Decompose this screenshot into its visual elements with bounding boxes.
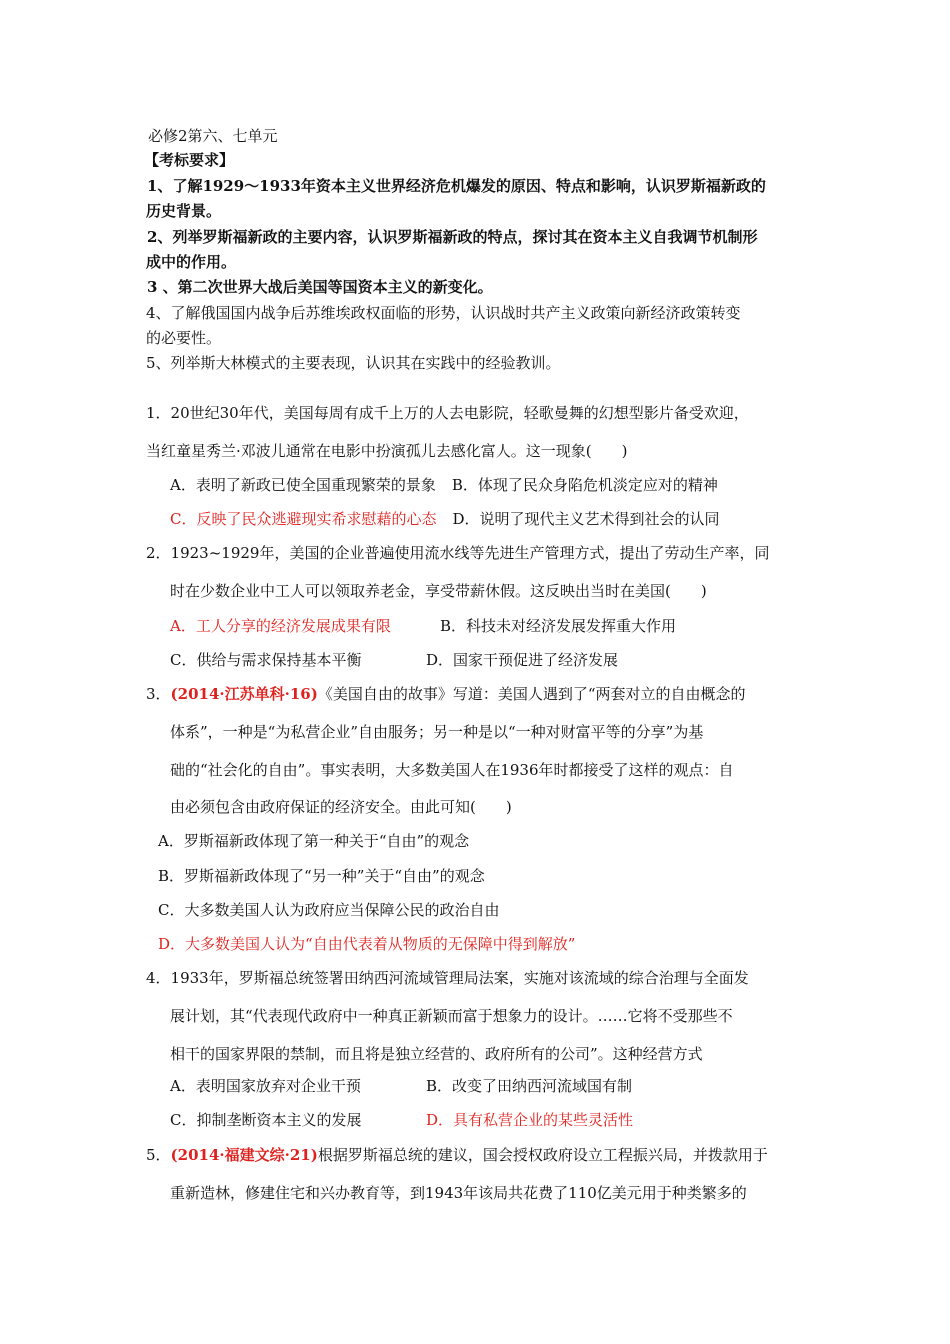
question-5-stem-line-1 (146, 1145, 768, 1165)
requirement-4-line-1 (146, 303, 741, 323)
requirement-5-number: 5、 (146, 354, 171, 372)
question-1-options-row-1 (170, 475, 718, 495)
question-1-stem-line-1: 1．20世纪30年代，美国每周有成千上万的人去电影院，轻歌曼舞的幻想型影片备受欢迎， (146, 404, 749, 422)
question-1-option-b: B．体现了民众身陷危机淡定应对的精神 (451, 476, 718, 494)
requirement-4-number: 4、 (146, 304, 171, 322)
question-3-option-c: C．大多数美国人认为政府应当保障公民的政治自由 (158, 901, 500, 919)
question-4-option-c: C．抑制垄断资本主义的发展 (170, 1111, 362, 1129)
question-2-option-b: B．科技未对经济发展发挥重大作用 (440, 617, 677, 635)
question-5-stem-line-2: 重新造林，修建住宅和兴办教育等，到1943年该局共花费了110亿美元用于种类繁多的 (170, 1184, 747, 1202)
requirement-5-text: 列举斯大林模式的主要表现，认识其在实践中的经验教训。 (170, 354, 561, 372)
question-4-option-d: D．具有私营企业的某些灵活性 (426, 1111, 634, 1129)
requirement-3-number: 3 、 (147, 278, 178, 296)
question-5-number: 5． (146, 1146, 171, 1164)
question-4-option-a: A．表明国家放弃对企业干预 (170, 1077, 361, 1095)
question-1-stem-line-2: 当红童星秀兰·邓波儿通常在电影中扮演孤儿去感化富人。这一现象( ) (146, 442, 628, 460)
requirement-1-line-1 (147, 176, 766, 196)
question-4-options-row-1 (170, 1076, 632, 1096)
requirement-3-text: 第二次世界大战后美国等国资本主义的新变化。 (177, 278, 493, 296)
question-4-stem-line-3: 相干的国家界限的禁制，而且将是独立经营的、政府所有的公司”。这种经营方式 (170, 1045, 703, 1063)
requirement-3 (147, 277, 493, 297)
requirement-2-text: 列举罗斯福新政的主要内容，认识罗斯福新政的特点，探讨其在资本主义自我调节机制形 (172, 228, 758, 246)
requirement-4-text: 了解俄国国内战争后苏维埃政权面临的形势，认识战时共产主义政策向新经济政策转变 (170, 304, 741, 322)
question-2-stem-line-2: 时在少数企业中工人可以领取养老金，享受带薪休假。这反映出当时在美国( ) (170, 582, 707, 600)
question-4-option-b: B．改变了田纳西河流域国有制 (426, 1077, 633, 1095)
question-2-option-d: D．国家干预促进了经济发展 (426, 651, 619, 669)
question-5-stem-text: 根据罗斯福总统的建议，国会授权政府设立工程振兴局，并拨款用于 (317, 1146, 768, 1164)
question-2-option-c: C．供给与需求保持基本平衡 (170, 651, 362, 669)
question-4-options-row-2 (170, 1110, 633, 1130)
question-3-option-d: D．大多数美国人认为“自由代表着从物质的无保障中得到解放” (158, 935, 576, 953)
question-5-source: (2014·福建文综·21) (170, 1146, 318, 1164)
requirement-2-line-2: 成中的作用。 (146, 253, 237, 271)
requirement-1-line-2: 历史背景。 (146, 202, 222, 220)
question-1-option-d: D．说明了现代主义艺术得到社会的认同 (452, 510, 720, 528)
question-3-option-a: A．罗斯福新政体现了第一种关于“自由”的观念 (158, 832, 470, 850)
requirement-1-text: 了解1929～1933年资本主义世界经济危机爆发的原因、特点和影响，认识罗斯福新政的 (172, 177, 766, 195)
requirement-2-number: 2、 (147, 228, 173, 246)
question-1-option-c: C．反映了民众逃避现实希求慰藉的心态 (170, 510, 437, 528)
requirement-1-number: 1、 (147, 177, 173, 195)
question-3-stem-line-3: 础的“社会化的自由”。事实表明，大多数美国人在1936年时都接受了这样的观点：自 (170, 761, 734, 779)
question-3-stem-line-1 (146, 684, 745, 704)
section-title: 【考标要求】 (144, 151, 235, 169)
question-1-options-row-2 (170, 509, 720, 529)
requirement-5 (146, 353, 561, 373)
requirement-2-line-1 (147, 227, 757, 247)
question-2-options-row-2 (170, 650, 618, 670)
question-3-stem-line-4: 由必须包含由政府保证的经济安全。由此可知( ) (170, 798, 512, 816)
question-1-option-a: A．表明了新政已使全国重现繁荣的景象 (170, 476, 436, 494)
question-3-stem-text: 《美国自由的故事》写道：美国人遇到了“两套对立的自由概念的 (317, 685, 746, 703)
question-2-stem-line-1: 2．1923~1929年，美国的企业普遍使用流水线等先进生产管理方式，提出了劳动生产率，同 (146, 544, 770, 562)
question-2-options-row-1 (170, 616, 676, 636)
question-3-number: 3． (146, 685, 171, 703)
question-4-stem-line-1: 4．1933年，罗斯福总统签署田纳西河流域管理局法案，实施对该流域的综合治理与全面发 (146, 969, 749, 987)
question-4-stem-line-2: 展计划，其“代表现代政府中一种真正新颖而富于想象力的设计。……它将不受那些不 (170, 1007, 733, 1025)
question-2-option-a: A．工人分享的经济发展成果有限 (170, 617, 391, 635)
question-3-stem-line-2: 体系”，一种是“为私营企业”自由服务；另一种是以“一种对财富平等的分享”为基 (170, 723, 704, 741)
unit-heading: 必修2第六、七单元 (148, 127, 278, 145)
question-3-option-b: B．罗斯福新政体现了“另一种”关于“自由”的观念 (158, 867, 485, 885)
question-3-source: (2014·江苏单科·16) (170, 685, 318, 703)
requirement-4-line-2: 的必要性。 (146, 329, 222, 347)
